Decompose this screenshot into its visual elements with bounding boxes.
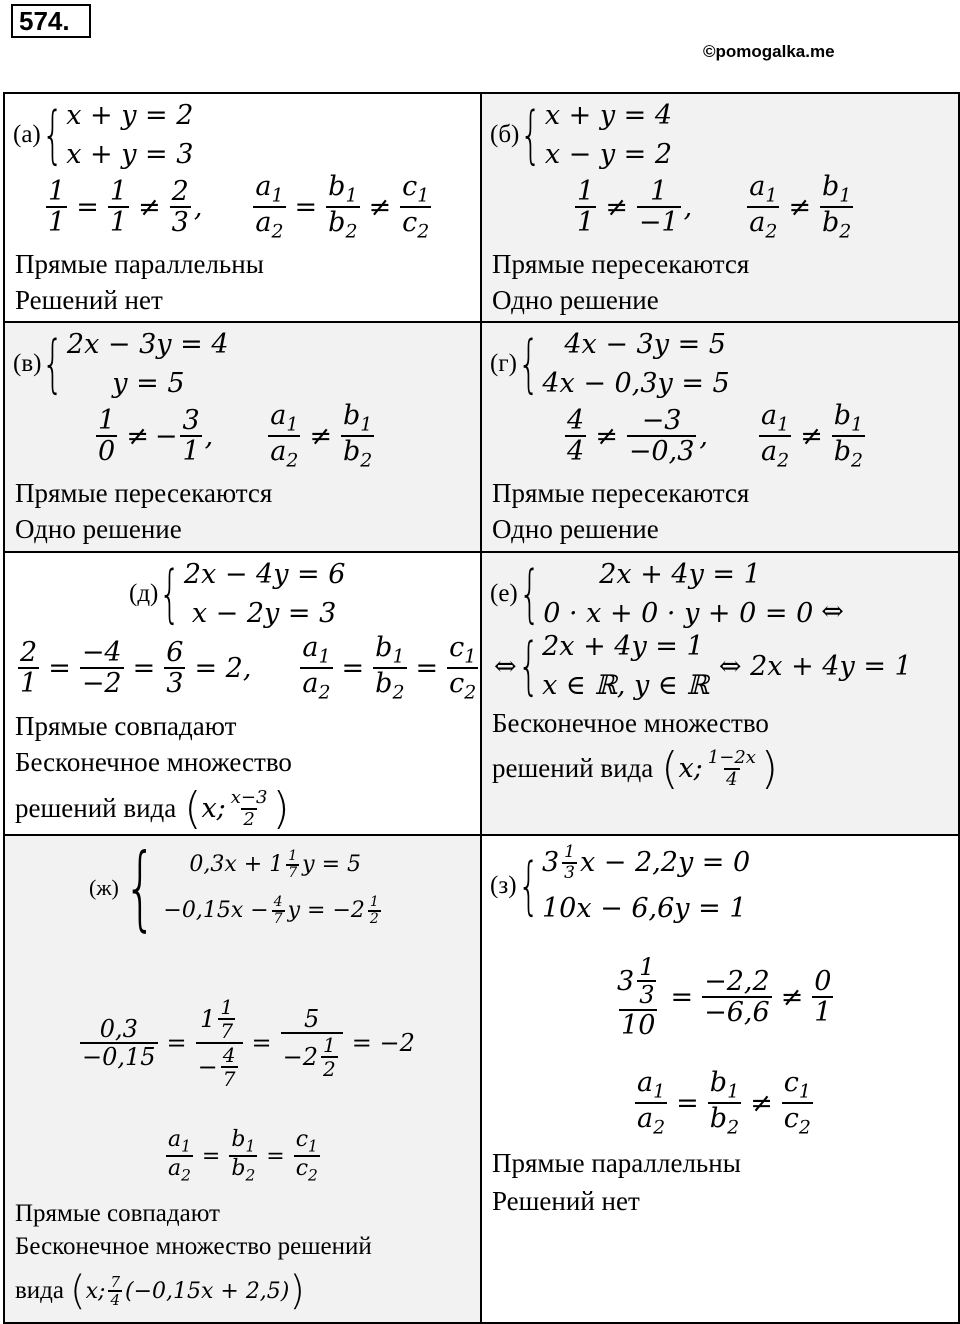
ratio-a: $\frac{1}{1}$ = $\frac{1}{1}$ ≠ $\frac{2}{3}$ , $\frac{a_1}{a_2}$ = $\frac{b_1}{b_2}$ ≠ $\frac{c_1}{c_2}$: [48, 171, 430, 243]
cell-v: [4, 322, 481, 552]
ratio-d: $\frac{2}{1}$ = $\frac{-4}{-2}$ = $\frac{6}{3}$ = 2, $\frac{a_1}{a_2}$ = $\frac{b_1}{b_2}$ = $\frac{c_1}{c_2}$: [20, 632, 477, 704]
cell-b: [481, 93, 959, 322]
ratio-z: 3 $\frac{1}{3}$ 10 = $\frac{-2,2}{-6,6}$ ≠ $\frac{0}{1}$: [617, 953, 832, 1041]
label-e: (е): [490, 580, 518, 607]
cell-g: [481, 322, 959, 552]
problem-number: 574.: [11, 4, 91, 38]
ratio-v: $\frac{1}{0}$ ≠ − $\frac{3}{1}$ , $\frac{a_1}{a_2}$ ≠ $\frac{b_1}{b_2}$: [98, 400, 373, 472]
label-d: (д): [129, 580, 159, 607]
system-e-2: ⇔ { 2x + 4y = 1 x ∈ ℝ, y ∈ ℝ ⇔ 2x + 4y = 1: [494, 629, 912, 702]
system-zh: { 0,3x + 1 $\frac{1}{7}$ y = 5 −0,15x − $\frac{4}{7}$ y = −2 $\frac{1}{2}$: [124, 834, 379, 941]
system-e: { 2x + 4y = 1 0 · x + 0 · y + 0 = 0: [518, 557, 814, 630]
ratio-z-general: $\frac{a_1}{a_2}$ = $\frac{b_1}{b_2}$ ≠ $\frac{c_1}{c_2}$: [637, 1067, 811, 1139]
solution-form-zh: вида ( x; $\frac{7}{4}$ (−0,15x + 2,5) ): [15, 1268, 305, 1314]
label-g: (г): [490, 350, 517, 377]
conclusion-v-2: Одно решение: [15, 514, 182, 544]
conclusion-a-1: Прямые параллельны: [15, 249, 264, 279]
conclusion-g-2: Одно решение: [492, 514, 659, 544]
solution-form-d: решений вида ( x; $\frac{x-3}{2}$ ): [15, 783, 290, 834]
cell-a: [4, 93, 481, 322]
ratio-zh-general: $\frac{a_1}{a_2}$ = $\frac{b_1}{b_2}$ = $\frac{c_1}{c_2}$: [168, 1127, 318, 1185]
ratio-zh: $\frac{0,3}{-0,15}$ = 1 $\frac{1}{7}$ − $\frac{4}{7}$ = 5 −2 $\frac{1}{2}$ = −2: [82, 995, 415, 1091]
label-zh: (ж): [89, 875, 119, 900]
conclusion-b-1: Прямые пересекаются: [492, 249, 750, 279]
system-b: { x + y = 4 x − y = 2: [520, 98, 673, 171]
cell-zh: [4, 835, 481, 1323]
solution-form-e: решений вида ( x; $\frac{1-2x}{4}$ ): [492, 743, 779, 794]
label-z: (з): [490, 872, 517, 899]
system-g: { 4x − 3y = 5 4x − 0,3y = 5: [517, 327, 730, 400]
cell-d: [4, 552, 481, 835]
conclusion-d-2: Бесконечное множество: [15, 747, 292, 777]
conclusion-d-1: Прямые совпадают: [15, 711, 237, 741]
conclusion-g-1: Прямые пересекаются: [492, 478, 750, 508]
label-b: (б): [490, 121, 520, 148]
conclusion-z-1: Прямые параллельны: [492, 1148, 741, 1178]
conclusion-z-2: Решений нет: [492, 1186, 640, 1216]
system-z: { 3 $\frac{1}{3}$ x − 2,2y = 0 10x − 6,6y = 1: [517, 842, 751, 924]
watermark: ©pomogalka.me: [703, 42, 835, 61]
cell-e: (е) { 2x + 4y = 1 0 · x + 0 · y + 0 = 0 ⇔ ⇔ { 2x + 4y = 1 x ∈ ℝ, y ∈ ℝ ⇔ 2x + 4y = 1 Бесконечное множество решений вида ( x; $\frac{1-2x}{4}$ ): [481, 552, 959, 835]
cell-z: [481, 835, 959, 1323]
label-v: (в): [13, 350, 42, 377]
label-a: (а): [13, 121, 41, 148]
conclusion-a-2: Решений нет: [15, 285, 163, 315]
conclusion-v-1: Прямые пересекаются: [15, 478, 273, 508]
ratio-g: $\frac{4}{4}$ ≠ $\frac{-3}{-0,3}$ , $\frac{a_1}{a_2}$ ≠ $\frac{b_1}{b_2}$: [567, 400, 864, 472]
solution-table: [3, 92, 960, 1324]
conclusion-zh-2: Бесконечное множество решений: [15, 1233, 372, 1260]
system-a: { x + y = 2 x + y = 3: [41, 98, 194, 171]
ratio-b: $\frac{1}{1}$ ≠ $\frac{1}{-1}$ , $\frac{a_1}{a_2}$ ≠ $\frac{b_1}{b_2}$: [577, 171, 852, 243]
system-v: { 2x − 3y = 4 y = 5: [42, 327, 229, 400]
system-d: { 2x − 4y = 6 x − 2y = 3: [159, 557, 346, 630]
conclusion-e-1: Бесконечное множество: [492, 708, 769, 738]
conclusion-zh-1: Прямые совпадают: [15, 1200, 220, 1227]
conclusion-b-2: Одно решение: [492, 285, 659, 315]
